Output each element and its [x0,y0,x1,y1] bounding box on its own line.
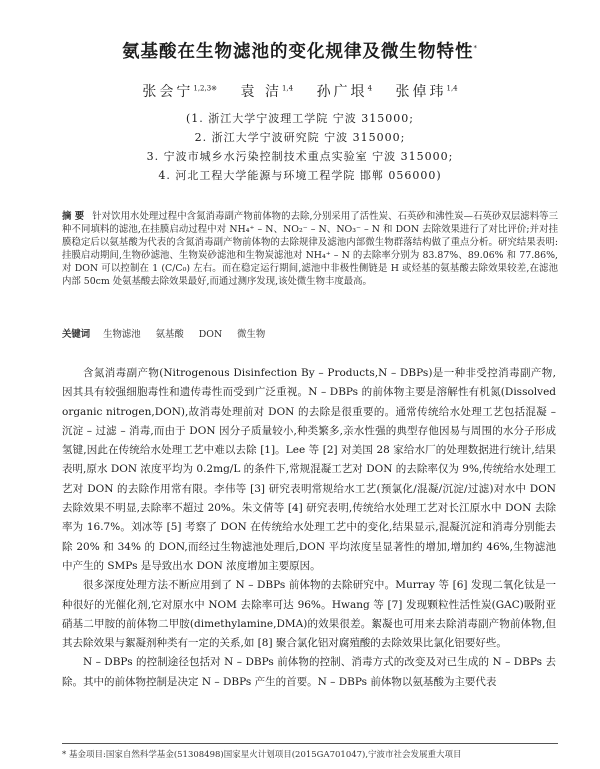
keywords [62,326,558,340]
funding-footnote: * 基金项目:国家自然科学基金(51308498)国家星火计划项目(2015GA701047),宁波市社会发展重大项目 [62,743,558,760]
affiliation-line: (1. 浙江大学宁波理工学院 宁波 315000; [186,112,414,125]
affiliations [0,109,600,185]
author: 张倬玮$^{1,4}$ [395,84,458,100]
paper-title: 氨基酸在生物滤池的变化规律及微生物特性* [122,42,478,62]
keywords-label: 关键词 [62,329,91,340]
author: 袁 洁$^{1,4}$ [240,84,294,100]
affiliation-line: 3. 宁波市城乡水污染控制技术重点实验室 宁波 315000; [146,150,454,163]
body-paragraph: 含氮消毒副产物(Nitrogenous Disinfection By – Products,N – DBPs)是一种非受控消毒副产物,因其具有较强细胞毒性和遗传毒性而受到广泛重视。N – DBPs 的前体物主要是溶解性有机氮(Dissolved organic nitrogen,DON),故消毒处理前对 DON 的去除是很重要的。通常传统给水处理工艺包括混凝 – 沉淀 – 过滤 – 消毒,而由于 DON 因分子质量较小,种类繁多,亲水性强的典型存他因易与周围的水分子形成氢键,因此在传统给水处理工艺中难以去除 [1]。Lee 等 [2] 对美国 28 家给水厂的处理数据进行统计,结果表明,原水 DON 浓度平均为 0.2mg/L 的条件下,常规混凝工艺对 DON 的去除率仅为 9%,传统给水处理工艺对 DON 的去除作用常有限。李伟等 [3] 研究表明常规给水工艺(预氯化/混凝/沉淀/过滤)对水中 DON 去除效果不明显,去除率不超过 20%。朱文倩等 [4] 研究表明,传统给水处理工艺对长江原水中 DON 去除率为 16.7%。刘冰等 [5] 考察了 DON 在传统给水处理工艺中的变化,结果显示,混凝沉淀和消毒分别能去除 20% 和 34% 的 DON,而经过生物滤池处理后,DON 平均浓度呈显著性的增加,增加约 46%,生物滤池中产生的 SMPs 是导致出水 DON 浓度增加主要原因。 [62,367,556,572]
affiliation-line: 2. 浙江大学宁波研究院 宁波 315000; [194,131,406,144]
author: 张会宁$^{1,2,3※}$ [142,84,218,100]
body-paragraph: 很多深度处理方法不断应用到了 N – DBPs 前体物的去除研究中。Murray 等 [6] 发现二氧化钛是一种很好的光催化剂,它对原水中 NOM 去除率可达 96%。Hwang 等 [7] 发现颗粒性活性炭(GAC)吸附亚硝基二甲胺的前体物二甲胺(dimethylamine,DMA)的效果很差。絮凝也可用来去除消毒副产物前体物,但其去除效果与絮凝剂种类有一定的关系,如 [8] 聚合氯化铝对腐殖酸的去除效果比氯化铝要好些。 [62,579,556,650]
keyword: 氨基酸 [155,329,184,340]
keyword: DON [198,329,223,340]
body-text [62,364,556,692]
author: 孙广垠$^4$ [316,84,373,100]
keyword: 生物滤池 [103,329,141,340]
body-paragraph: N – DBPs 的控制途径包括对 N – DBPs 前体物的控制、消毒方式的改变及对已生成的 N – DBPs 去除。其中的前体物控制是决定 N – DBPs 产生的首要。N – DBPs 前体物以氨基酸为主要代表 [62,656,556,688]
affiliation-line: 4. 河北工程大学能源与环境工程学院 邯郸 056000) [158,169,442,182]
author-list [0,81,600,101]
abstract [62,210,558,288]
abstract-label: 摘 要 [62,211,85,222]
abstract-text: 针对饮用水处理过程中含氮消毒副产物前体物的去除,分别采用了活性炭、石英砂和沸性炭—石英砂双层滤料等三种不同填料的滤池,在挂膜启动过程中对 NH₄⁺ – N、NO₂⁻ – N、NO₃⁻ – N 和 DON 去除效果进行了对比评价;并对挂膜稳定后以氨基酸为代表的含氮消毒副产物前体物的去除规律及滤池内部微生物群落结构做了重点分析。研究结果表明:挂膜启动期间,生物砂滤池、生物炭砂滤池和生物炭滤池对 NH₄⁺ – N 的去除率分别为 83.87%、89.06% 和 77.86%,对 DON 可以控制在 1 (C/C₀) 左右。而在稳定运行期间,滤池中非极性侧链是 H 或烃基的氨基酸去除效果较差,在滤池内部 50cm 处氨基酸去除效果最好,而通过测序发现,该处微生物丰度最高。 [62,211,558,287]
keyword: 微生物 [237,329,266,340]
